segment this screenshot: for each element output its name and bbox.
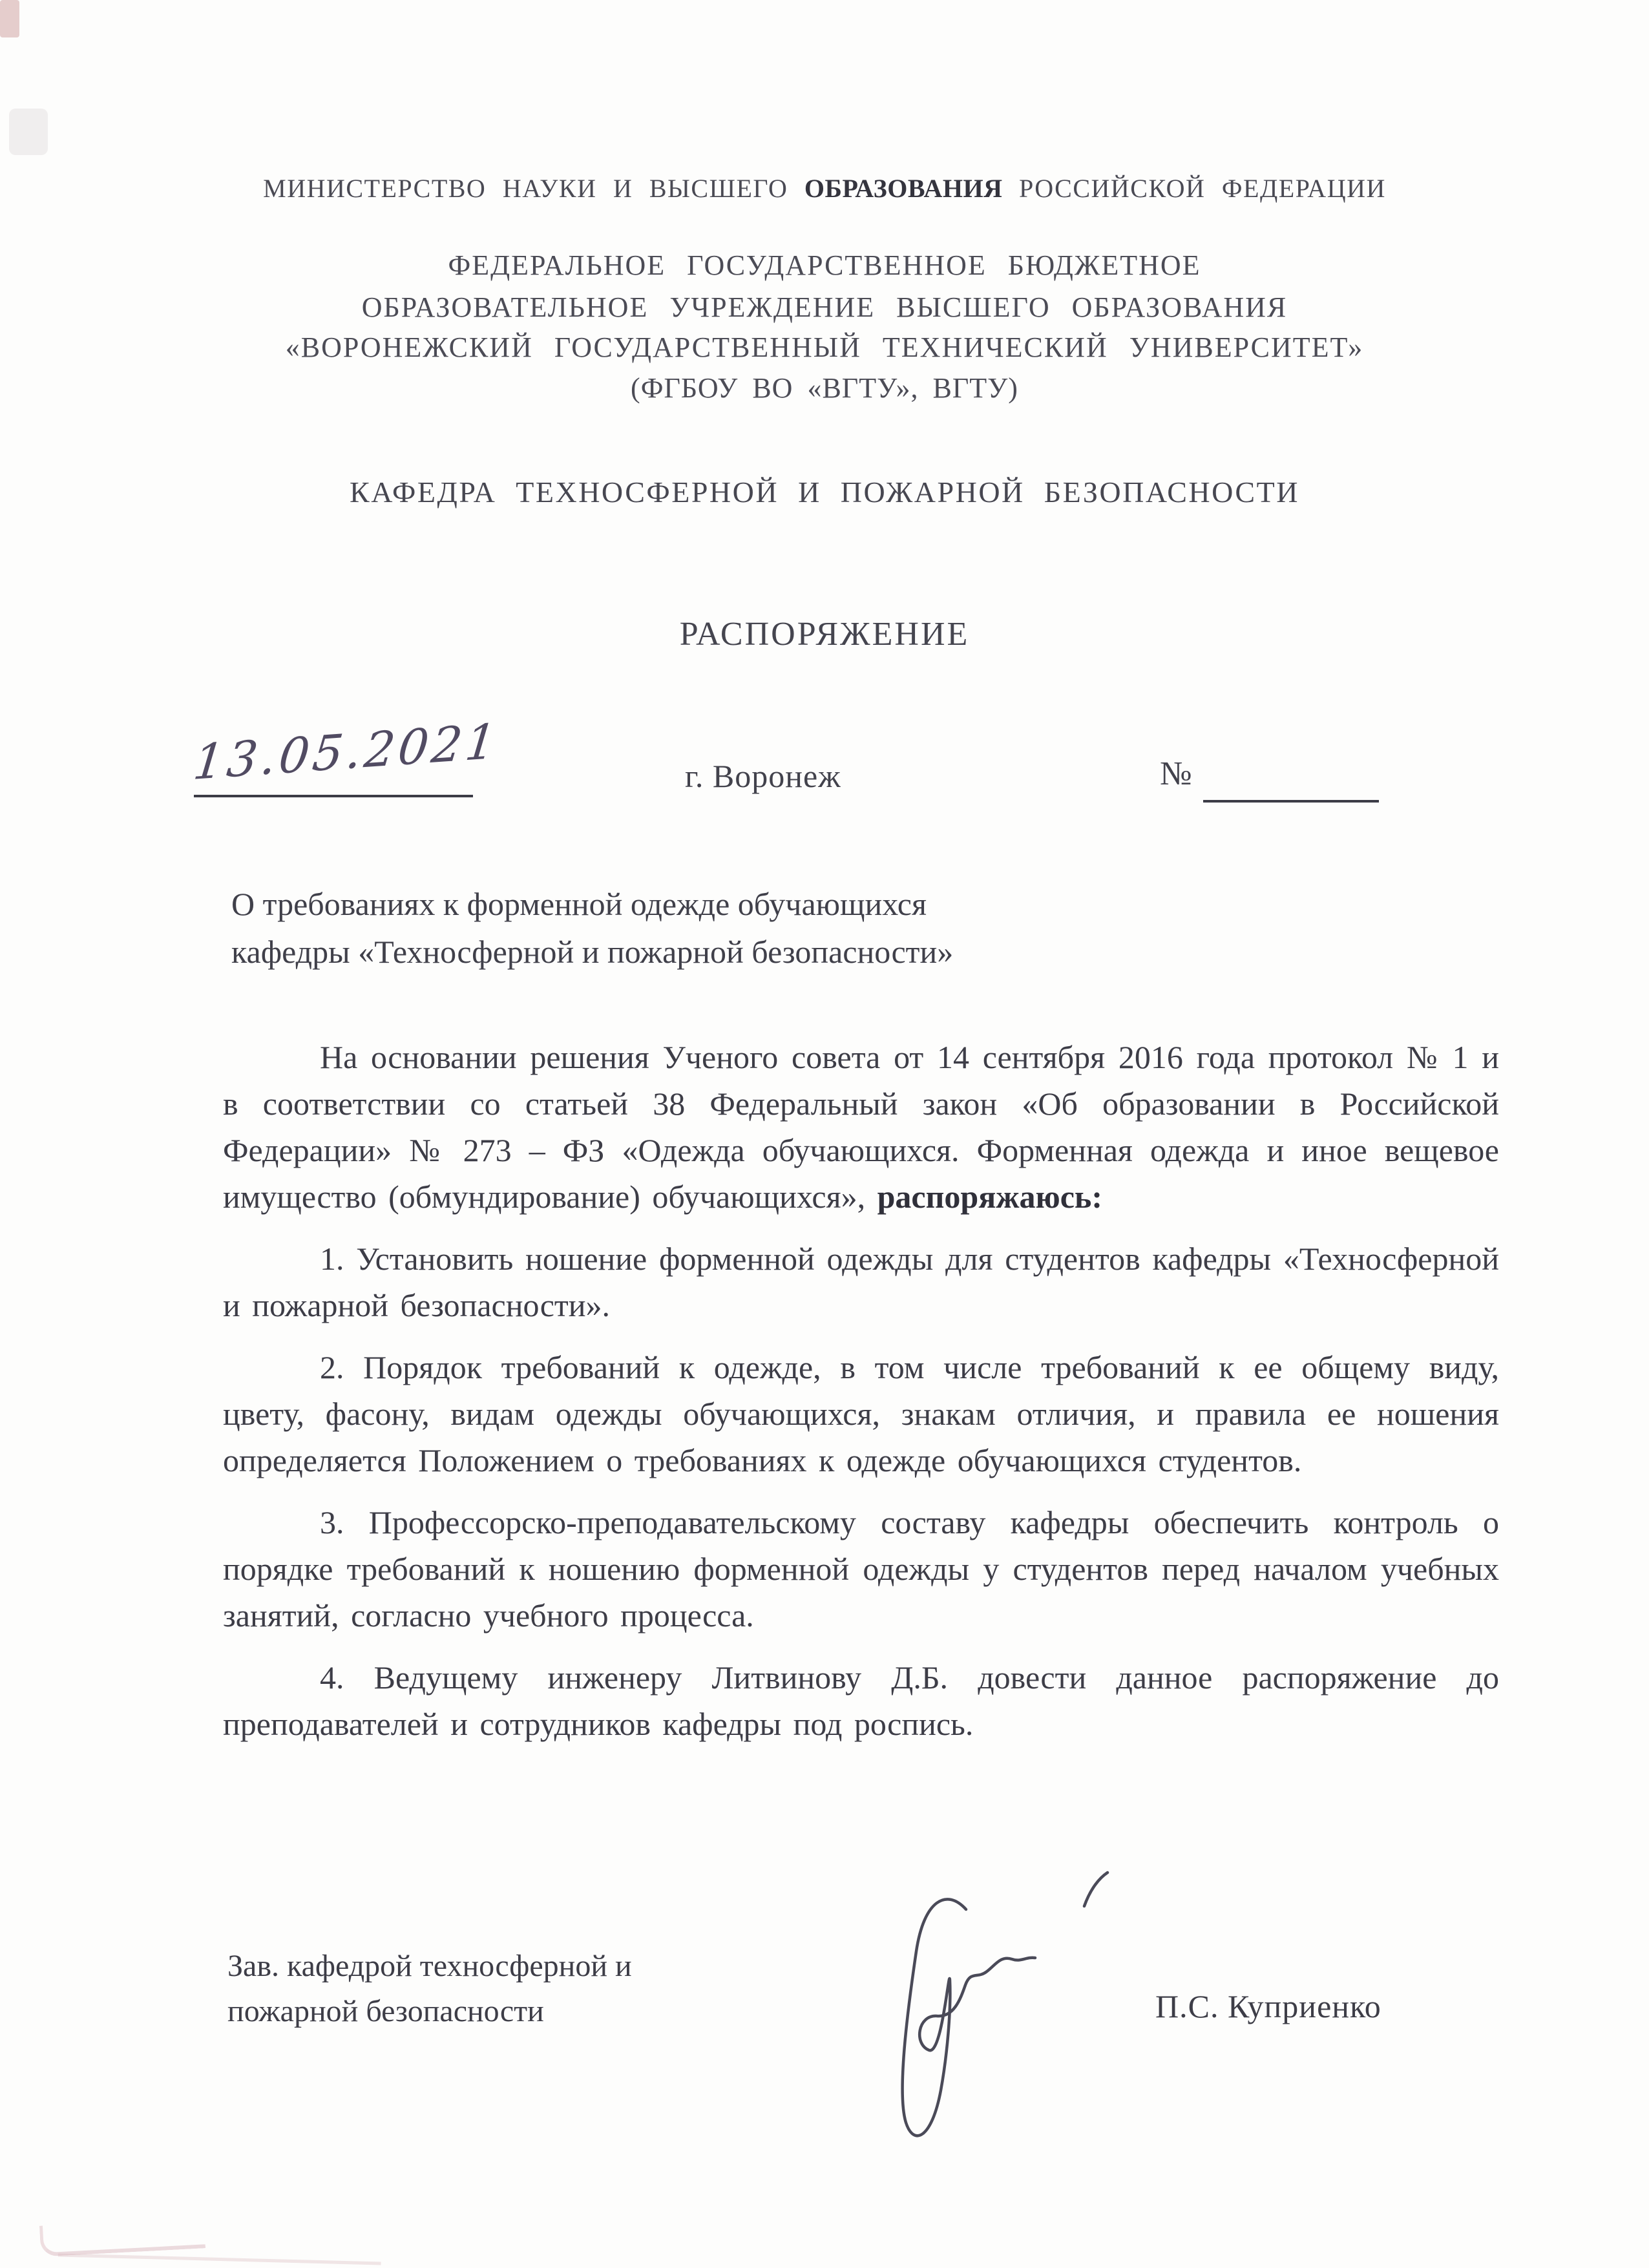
- org-name-line2: ОБРАЗОВАТЕЛЬНОЕ УЧРЕЖДЕНИЕ ВЫСШЕГО ОБРАЗОВАНИЯ: [361, 291, 1288, 323]
- ministry-part3: РОССИЙСКОЙ ФЕДЕРАЦИИ: [1002, 174, 1386, 203]
- opening-decree-word: распоряжаюсь:: [877, 1179, 1103, 1215]
- org-abbreviation-line: (ФГБОУ ВО «ВГТУ», ВГТУ): [631, 372, 1018, 404]
- handwritten-signature: [834, 1861, 1170, 2158]
- ministry-part2: ОБРАЗОВАНИЯ: [804, 174, 1003, 203]
- subject-block: [231, 880, 953, 976]
- date-underline: [194, 795, 473, 797]
- number-label: №: [1160, 755, 1192, 792]
- ministry-part1: МИНИСТЕРСТВО НАУКИ И ВЫСШЕГО: [263, 174, 804, 203]
- opening-paragraph: [223, 1034, 1499, 1220]
- document-type-title: РАСПОРЯЖЕНИЕ: [679, 616, 970, 653]
- number-underline: [1203, 800, 1379, 803]
- order-item-4: 4. Ведущему инженеру Литвинову Д.Б. довести данное распоряжение до преподавателей и сотрудников кафедры под роспись.: [223, 1659, 1499, 1742]
- subject-line2: кафедры «Техносферной и пожарной безопасности»: [231, 934, 954, 970]
- org-name-line1: ФЕДЕРАЛЬНОЕ ГОСУДАРСТВЕННОЕ БЮДЖЕТНОЕ: [448, 249, 1201, 281]
- signer-name: П.С. Куприенко: [1155, 1988, 1381, 2024]
- signer-position-line2: пожарной безопасности: [227, 1994, 544, 2028]
- city-label: г. Воронеж: [685, 758, 841, 794]
- handwritten-date: 13.05.2021: [191, 713, 502, 791]
- order-item-3: 3. Профессорско-преподавательскому составу кафедры обеспечить контроль о порядке требований к ношению форменной одежды у студентов перед началом учебных занятий, согласно учебного процесса.: [223, 1504, 1499, 1633]
- org-name-line3: «ВОРОНЕЖСКИЙ ГОСУДАРСТВЕННЫЙ ТЕХНИЧЕСКИЙ УНИВЕРСИТЕТ»: [285, 331, 1364, 363]
- body-text: [223, 1034, 1499, 1763]
- signer-position: [227, 1944, 632, 2034]
- scan-artifact-top-left: [0, 0, 19, 37]
- subject-line1: О требованиях к форменной одежде обучающихся: [231, 886, 927, 922]
- meta-row: [0, 713, 1649, 821]
- scan-artifact-bottom-1: [39, 2217, 205, 2256]
- scan-artifact-left-smudge: [9, 109, 48, 155]
- scan-artifact-bottom-2: [58, 2236, 382, 2265]
- order-item-2: 2. Порядок требований к одежде, в том числе требований к ее общему виду, цвету, фасону, видам одежды обучающихся, знакам отличия, и правила ее ношения определяется Положением о требованиях к одежде обучающихся студентов.: [223, 1349, 1499, 1478]
- order-item-1: 1. Установить ношение форменной одежды для студентов кафедры «Техносферной и пожарной безопасности».: [223, 1241, 1499, 1323]
- opening-regular: На основании решения Ученого совета от 14 сентября 2016 года протокол № 1 и в соответствии со статьей 38 Федеральный закон «Об образовании в Российской Федерации» № 273 – ФЗ «Одежда обучающихся. Форменная одежда и иное вещевое имущество (обмундирование) обучающихся»,: [223, 1039, 1499, 1215]
- ministry-line: [116, 173, 1533, 204]
- department-title: КАФЕДРА ТЕХНОСФЕРНОЙ И ПОЖАРНОЙ БЕЗОПАСНОСТИ: [350, 476, 1299, 509]
- signer-position-line1: Зав. кафедрой техносферной и: [227, 1949, 632, 1983]
